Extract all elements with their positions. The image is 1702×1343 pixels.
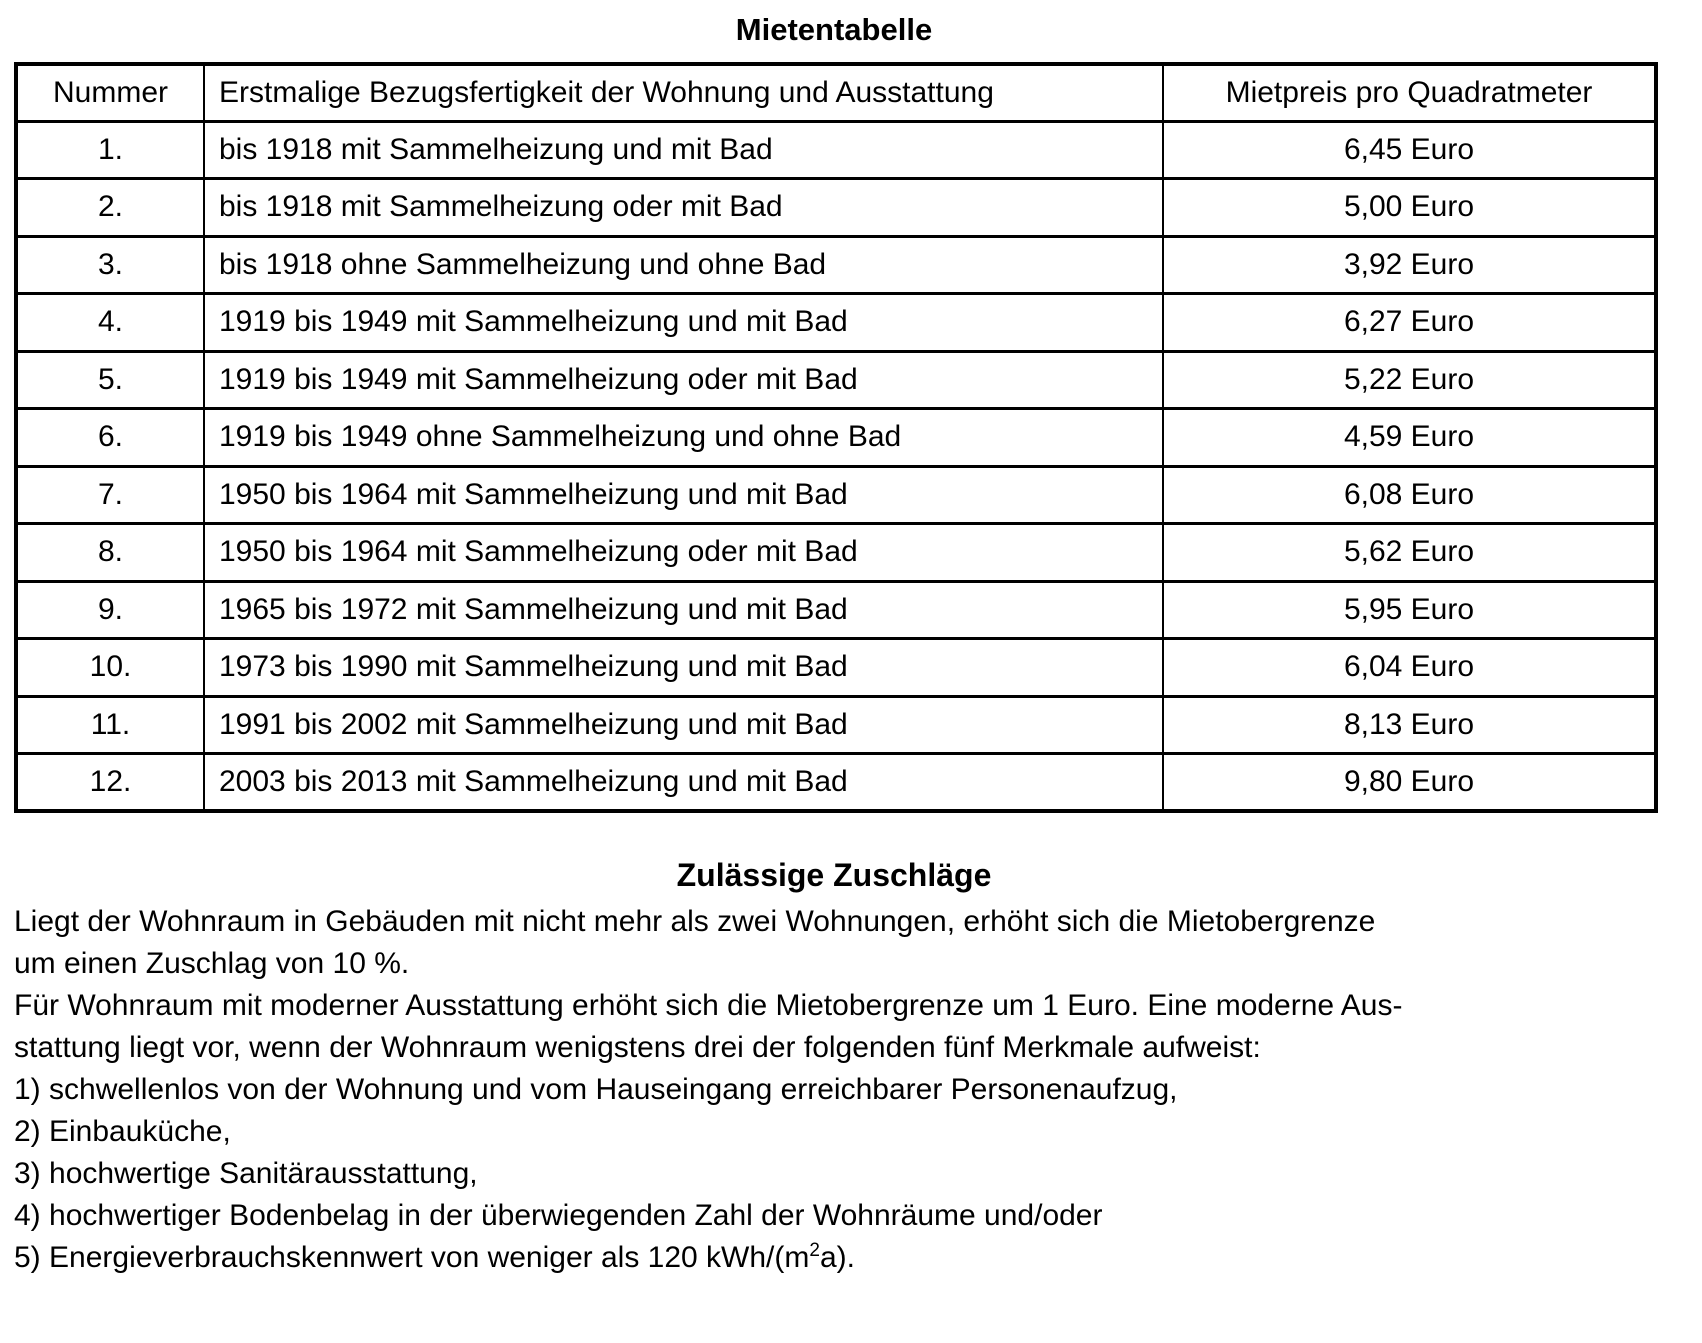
table-row [16,696,1656,754]
paragraph-line: 2) Einbauküche, [14,1115,231,1148]
cell-preis: 6,04 Euro [1163,639,1656,697]
table-header-row [16,64,1656,121]
paragraph-line: Liegt der Wohnraum in Gebäuden mit nicht mehr als zwei Wohnungen, erhöht sich die Mietobergrenze [14,905,1376,938]
cell-beschreibung: 1950 bis 1964 mit Sammelheizung oder mit Bad [204,524,1163,582]
cell-nummer: 8. [16,524,204,582]
table-row [16,294,1656,352]
table-row [16,409,1656,467]
cell-nummer: 5. [16,351,204,409]
section-heading: Zulässige Zuschläge [676,857,992,893]
cell-nummer: 11. [16,696,204,754]
paragraph-line: 3) hochwertige Sanitärausstattung, [14,1157,478,1190]
cell-nummer: 7. [16,466,204,524]
cell-beschreibung: 1991 bis 2002 mit Sammelheizung und mit Bad [204,696,1163,754]
header-mietpreis: Mietpreis pro Quadratmeter [1163,64,1656,121]
cell-preis: 6,08 Euro [1163,466,1656,524]
cell-preis: 5,62 Euro [1163,524,1656,582]
table-row [16,466,1656,524]
cell-beschreibung: 1919 bis 1949 mit Sammelheizung oder mit Bad [204,351,1163,409]
paragraph-line-energie [14,1237,1654,1279]
table-row [16,236,1656,294]
cell-preis: 9,80 Euro [1163,754,1656,812]
cell-nummer: 2. [16,179,204,237]
cell-beschreibung: 1950 bis 1964 mit Sammelheizung und mit Bad [204,466,1163,524]
cell-nummer: 3. [16,236,204,294]
paragraph-line: stattung liegt vor, wenn der Wohnraum wenigstens drei der folgenden fünf Merkmale aufweist: [14,1031,1261,1064]
cell-beschreibung: 2003 bis 2013 mit Sammelheizung und mit Bad [204,754,1163,812]
cell-nummer: 1. [16,121,204,179]
cell-nummer: 9. [16,581,204,639]
cell-preis: 5,95 Euro [1163,581,1656,639]
header-beschreibung: Erstmalige Bezugsfertigkeit der Wohnung und Ausstattung [204,64,1163,121]
cell-nummer: 6. [16,409,204,467]
paragraph-line: 1) schwellenlos von der Wohnung und vom Hauseingang erreichbarer Personenaufzug, [14,1073,1178,1106]
cell-preis: 6,27 Euro [1163,294,1656,352]
rent-table [14,62,1658,813]
paragraph-line: 4) hochwertiger Bodenbelag in der überwiegenden Zahl der Wohnräume und/oder [14,1199,1103,1232]
cell-preis: 8,13 Euro [1163,696,1656,754]
superscript-two: 2 [809,1240,820,1261]
document-content [14,10,1654,1279]
energie-text-pre: 5) Energieverbrauchskennwert von weniger als 120 kWh/(m [14,1241,810,1274]
table-row [16,754,1656,812]
cell-beschreibung: bis 1918 mit Sammelheizung oder mit Bad [204,179,1163,237]
cell-preis: 5,22 Euro [1163,351,1656,409]
header-nummer: Nummer [16,64,204,121]
rules-paragraph [14,901,1654,1279]
cell-nummer: 4. [16,294,204,352]
cell-nummer: 12. [16,754,204,812]
table-row [16,524,1656,582]
paragraph-line: Für Wohnraum mit moderner Ausstattung erhöht sich die Mietobergrenze um 1 Euro. Eine moderne Aus- [14,989,1403,1022]
table-row [16,639,1656,697]
cell-beschreibung: 1973 bis 1990 mit Sammelheizung und mit Bad [204,639,1163,697]
cell-beschreibung: 1965 bis 1972 mit Sammelheizung und mit Bad [204,581,1163,639]
table-row [16,581,1656,639]
cell-beschreibung: 1919 bis 1949 mit Sammelheizung und mit Bad [204,294,1163,352]
page-title: Mietentabelle [735,12,933,47]
paragraph-line: um einen Zuschlag von 10 %. [14,947,410,980]
cell-preis: 3,92 Euro [1163,236,1656,294]
cell-beschreibung: bis 1918 ohne Sammelheizung und ohne Bad [204,236,1163,294]
cell-preis: 5,00 Euro [1163,179,1656,237]
table-row [16,121,1656,179]
cell-beschreibung: 1919 bis 1949 ohne Sammelheizung und ohne Bad [204,409,1163,467]
cell-preis: 6,45 Euro [1163,121,1656,179]
table-row [16,179,1656,237]
cell-nummer: 10. [16,639,204,697]
energie-text-post: a). [819,1241,855,1274]
cell-preis: 4,59 Euro [1163,409,1656,467]
table-row [16,351,1656,409]
cell-beschreibung: bis 1918 mit Sammelheizung und mit Bad [204,121,1163,179]
